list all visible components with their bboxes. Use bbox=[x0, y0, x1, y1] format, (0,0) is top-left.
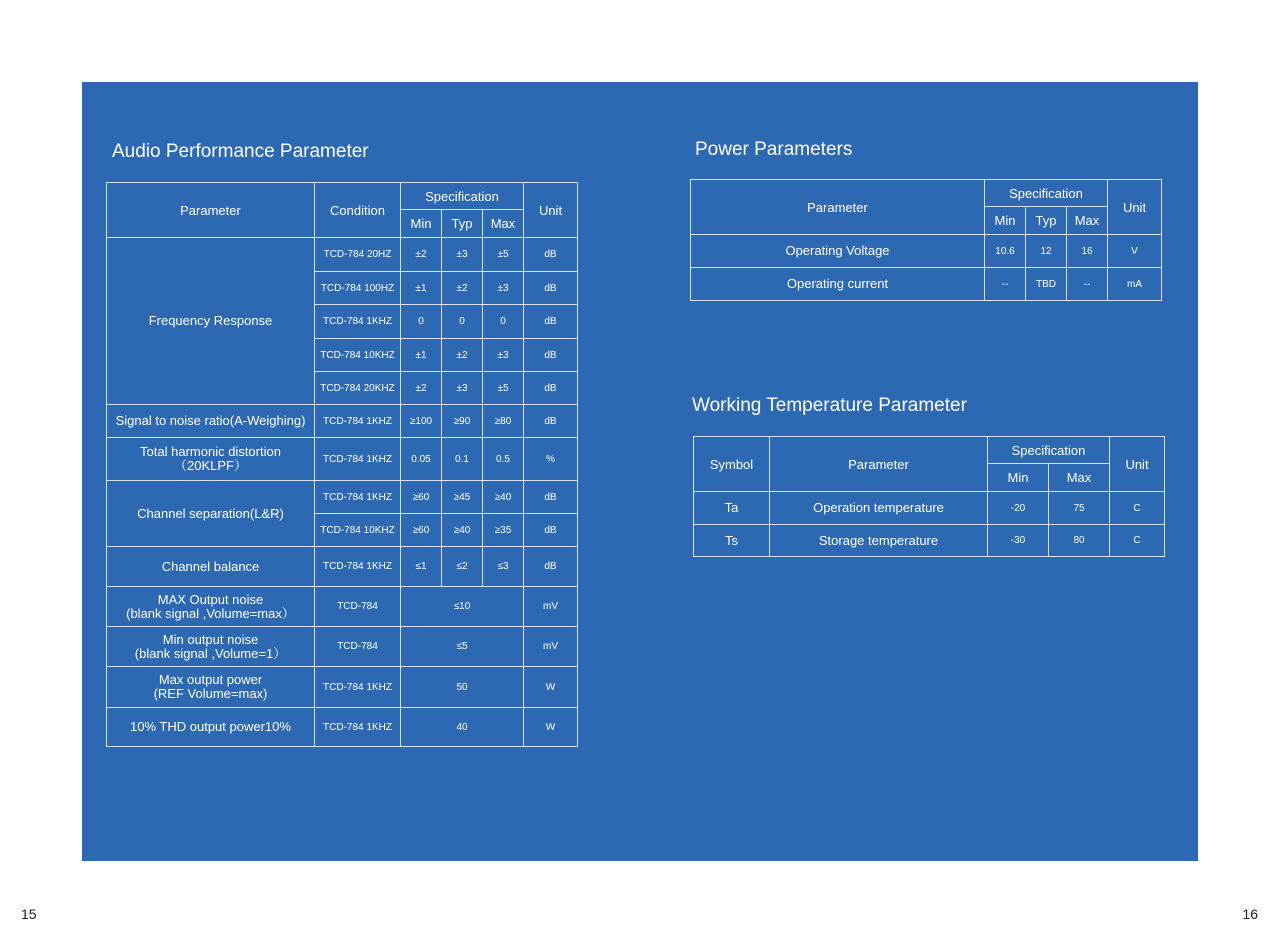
table-row bbox=[691, 268, 1162, 301]
header-parameter: Parameter bbox=[691, 180, 985, 235]
typ-cell: ±3 bbox=[442, 238, 483, 272]
condition-cell: TCD-784 10KHZ bbox=[315, 514, 401, 547]
max-cell: 0 bbox=[483, 305, 524, 339]
unit-cell: dB bbox=[524, 481, 578, 514]
max-cell: 80 bbox=[1049, 525, 1110, 557]
typ-cell: ≤2 bbox=[442, 547, 483, 587]
power-parameters-table bbox=[690, 179, 1162, 301]
header-max: Max bbox=[483, 210, 524, 238]
unit-cell: C bbox=[1110, 492, 1165, 525]
max-cell: ≥40 bbox=[483, 481, 524, 514]
parameter-line: Frequency Response bbox=[148, 313, 273, 328]
typ-cell: 0 bbox=[442, 305, 483, 339]
unit-cell: dB bbox=[524, 339, 578, 372]
min-cell: ≥60 bbox=[401, 514, 442, 547]
symbol-cell: Ts bbox=[694, 525, 770, 557]
table-row bbox=[107, 238, 578, 272]
table-row bbox=[107, 405, 578, 438]
parameter-cell bbox=[107, 667, 315, 708]
parameter-line: Signal to noise ratio(A-Weighing) bbox=[115, 413, 306, 428]
table-row bbox=[107, 587, 578, 627]
header-specification: Specification bbox=[401, 183, 524, 210]
typ-cell: ±3 bbox=[442, 372, 483, 405]
power-section-title: Power Parameters bbox=[695, 139, 853, 160]
unit-cell: dB bbox=[524, 305, 578, 339]
parameter-cell bbox=[107, 587, 315, 627]
unit-cell: mV bbox=[524, 627, 578, 667]
table-row bbox=[691, 235, 1162, 268]
max-cell: ±5 bbox=[483, 372, 524, 405]
unit-cell: dB bbox=[524, 514, 578, 547]
max-cell: 75 bbox=[1049, 492, 1110, 525]
parameter-line: Channel separation(L&R) bbox=[137, 505, 284, 521]
parameter-cell bbox=[107, 708, 315, 747]
parameter-line: Max output power bbox=[158, 672, 263, 687]
typ-cell: ≥40 bbox=[442, 514, 483, 547]
typ-cell: ±2 bbox=[442, 272, 483, 305]
spec-value-cell: 50 bbox=[401, 667, 524, 708]
audio-section-title: Audio Performance Parameter bbox=[112, 141, 369, 162]
parameter-cell bbox=[107, 238, 315, 405]
header-symbol: Symbol bbox=[694, 437, 770, 492]
parameter-cell bbox=[107, 627, 315, 667]
parameter-line: (blank signal ,Volume=max） bbox=[126, 605, 295, 621]
condition-cell: TCD-784 20HZ bbox=[315, 238, 401, 272]
unit-cell: dB bbox=[524, 372, 578, 405]
max-cell: ≤3 bbox=[483, 547, 524, 587]
spec-value-cell: ≤10 bbox=[401, 587, 524, 627]
parameter-line: Total harmonic distortion bbox=[140, 444, 281, 459]
unit-cell: dB bbox=[524, 238, 578, 272]
condition-cell: TCD-784 20KHZ bbox=[315, 372, 401, 405]
spec-value-cell: ≤5 bbox=[401, 627, 524, 667]
max-cell: 0.5 bbox=[483, 438, 524, 481]
unit-cell: C bbox=[1110, 525, 1165, 557]
spec-value-cell: 40 bbox=[401, 708, 524, 747]
header-max: Max bbox=[1067, 207, 1108, 235]
parameter-cell: Storage temperature bbox=[770, 525, 988, 557]
header-min: Min bbox=[401, 210, 442, 238]
table-row bbox=[107, 481, 578, 514]
condition-cell: TCD-784 1KHZ bbox=[315, 405, 401, 438]
max-cell: ±5 bbox=[483, 238, 524, 272]
condition-cell: TCD-784 100HZ bbox=[315, 272, 401, 305]
parameter-line: (blank signal ,Volume=1） bbox=[134, 645, 287, 661]
table-row bbox=[107, 627, 578, 667]
table-row bbox=[107, 438, 578, 481]
header-typ: Typ bbox=[442, 210, 483, 238]
condition-cell: TCD-784 1KHZ bbox=[315, 438, 401, 481]
header-min: Min bbox=[988, 464, 1049, 492]
min-cell: 0.05 bbox=[401, 438, 442, 481]
min-cell: ≤1 bbox=[401, 547, 442, 587]
min-cell: ±1 bbox=[401, 272, 442, 305]
header-specification: Specification bbox=[988, 437, 1110, 464]
header-unit: Unit bbox=[524, 183, 578, 238]
min-cell: 10.6 bbox=[985, 235, 1026, 268]
header-specification: Specification bbox=[985, 180, 1108, 207]
unit-cell: W bbox=[524, 667, 578, 708]
min-cell: -- bbox=[985, 268, 1026, 301]
parameter-line: （20KLPF） bbox=[174, 458, 247, 473]
symbol-cell: Ta bbox=[694, 492, 770, 525]
max-cell: 16 bbox=[1067, 235, 1108, 268]
parameter-line: (REF Volume=max) bbox=[153, 686, 268, 701]
temperature-parameters-table bbox=[693, 436, 1165, 557]
typ-cell: ≥45 bbox=[442, 481, 483, 514]
max-cell: ±3 bbox=[483, 339, 524, 372]
unit-cell: V bbox=[1108, 235, 1162, 268]
page-number-left: 15 bbox=[21, 906, 37, 922]
max-cell: ≥80 bbox=[483, 405, 524, 438]
parameter-cell bbox=[107, 481, 315, 547]
temperature-section-title: Working Temperature Parameter bbox=[692, 395, 967, 416]
table-row bbox=[107, 708, 578, 747]
typ-cell: ±2 bbox=[442, 339, 483, 372]
parameter-cell bbox=[107, 438, 315, 481]
condition-cell: TCD-784 1KHZ bbox=[315, 667, 401, 708]
unit-cell: mA bbox=[1108, 268, 1162, 301]
header-parameter: Parameter bbox=[770, 437, 988, 492]
min-cell: ±2 bbox=[401, 372, 442, 405]
min-cell: -20 bbox=[988, 492, 1049, 525]
typ-cell: 12 bbox=[1026, 235, 1067, 268]
unit-cell: dB bbox=[524, 272, 578, 305]
parameter-cell: Operating current bbox=[691, 268, 985, 301]
typ-cell: TBD bbox=[1026, 268, 1067, 301]
parameter-cell: Operating Voltage bbox=[691, 235, 985, 268]
parameter-cell bbox=[107, 547, 315, 587]
max-cell: -- bbox=[1067, 268, 1108, 301]
audio-performance-table bbox=[106, 182, 578, 747]
unit-cell: dB bbox=[524, 405, 578, 438]
unit-cell: mV bbox=[524, 587, 578, 627]
parameter-line: 10% THD output power10% bbox=[130, 719, 291, 734]
table-row bbox=[107, 547, 578, 587]
condition-cell: TCD-784 1KHZ bbox=[315, 547, 401, 587]
condition-cell: TCD-784 bbox=[315, 587, 401, 627]
typ-cell: 0.1 bbox=[442, 438, 483, 481]
unit-cell: dB bbox=[524, 547, 578, 587]
table-row bbox=[694, 492, 1165, 525]
min-cell: ±2 bbox=[401, 238, 442, 272]
condition-cell: TCD-784 1KHZ bbox=[315, 481, 401, 514]
table-row bbox=[107, 667, 578, 708]
min-cell: -30 bbox=[988, 525, 1049, 557]
header-min: Min bbox=[985, 207, 1026, 235]
typ-cell: ≥90 bbox=[442, 405, 483, 438]
min-cell: ≥100 bbox=[401, 405, 442, 438]
parameter-cell: Operation temperature bbox=[770, 492, 988, 525]
header-unit: Unit bbox=[1108, 180, 1162, 235]
parameter-line: Min output noise bbox=[162, 631, 259, 647]
condition-cell: TCD-784 1KHZ bbox=[315, 708, 401, 747]
min-cell: ≥60 bbox=[401, 481, 442, 514]
header-typ: Typ bbox=[1026, 207, 1067, 235]
min-cell: ±1 bbox=[401, 339, 442, 372]
header-unit: Unit bbox=[1110, 437, 1165, 492]
max-cell: ≥35 bbox=[483, 514, 524, 547]
condition-cell: TCD-784 1KHZ bbox=[315, 305, 401, 339]
min-cell: 0 bbox=[401, 305, 442, 339]
condition-cell: TCD-784 bbox=[315, 627, 401, 667]
condition-cell: TCD-784 10KHZ bbox=[315, 339, 401, 372]
page-number-right: 16 bbox=[1242, 906, 1258, 922]
max-cell: ±3 bbox=[483, 272, 524, 305]
header-parameter: Parameter bbox=[107, 183, 315, 238]
header-condition: Condition bbox=[315, 183, 401, 238]
unit-cell: % bbox=[524, 438, 578, 481]
parameter-line: MAX Output noise bbox=[157, 591, 264, 607]
parameter-cell bbox=[107, 405, 315, 438]
table-row bbox=[694, 525, 1165, 557]
parameter-line: Channel balance bbox=[161, 558, 260, 574]
unit-cell: W bbox=[524, 708, 578, 747]
header-max: Max bbox=[1049, 464, 1110, 492]
